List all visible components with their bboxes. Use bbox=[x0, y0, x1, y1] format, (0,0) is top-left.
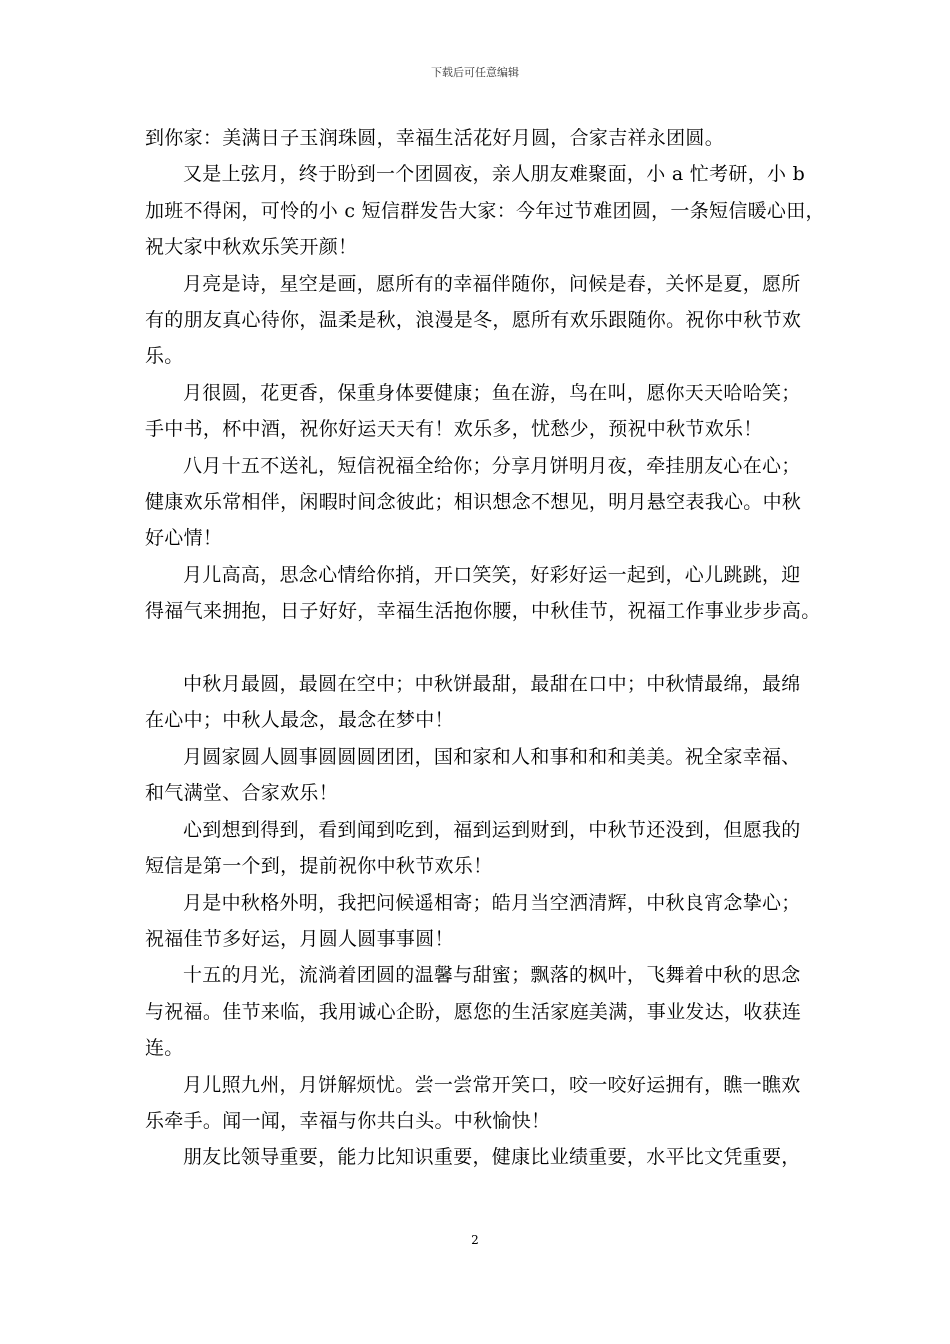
paragraph-5: 八月十五不送礼，短信祝福全给你；分享月饼明月夜，牵挂朋友心在心； 健康欢乐常相伴，闲暇时间念彼此；相识想念不想见，明月悬空表我心。中秋 好心情！ bbox=[145, 454, 802, 550]
document-body bbox=[145, 120, 825, 1176]
paragraph-9: 心到想到得到，看到闻到吃到，福到运到财到，中秋节还没到，但愿我的 短信是第一个到，提前祝你中秋节欢乐！ bbox=[145, 818, 801, 878]
page-number: 2 bbox=[471, 1233, 479, 1247]
blank-line bbox=[145, 630, 825, 666]
paragraph-4: 月很圆，花更香，保重身体要健康；鱼在游，鸟在叫，愿你天天哈哈笑； 手中书，杯中酒，祝你好运天天有！欢乐多，忧愁少，预祝中秋节欢乐！ bbox=[145, 381, 801, 441]
paragraph-13: 朋友比领导重要，能力比知识重要，健康比业绩重要，水平比文凭重要， bbox=[183, 1146, 801, 1169]
page-header: 下载后可任意编辑 bbox=[431, 66, 519, 79]
paragraph-8: 月圆家圆人圆事圆圆圆团团，国和家和人和事和和和美美。祝全家幸福、 和气满堂、合家欢乐！ bbox=[145, 745, 801, 805]
paragraph-7: 中秋月最圆，最圆在空中；中秋饼最甜，最甜在口中；中秋情最绵，最绵 在心中；中秋人最念，最念在梦中！ bbox=[145, 673, 801, 732]
paragraph-1: 到你家：美满日子玉润珠圆，幸福生活花好月圆，合家吉祥永团圆。 bbox=[145, 127, 725, 149]
paragraph-3: 月亮是诗，星空是画，愿所有的幸福伴随你，问候是春，关怀是夏，愿所 有的朋友真心待你，温柔是秋，浪漫是冬，愿所有欢乐跟随你。祝你中秋节欢 乐。 bbox=[145, 272, 802, 368]
paragraph-12: 月儿照九州，月饼解烦忧。尝一尝常开笑口，咬一咬好运拥有，瞧一瞧欢 乐牵手。闻一闻，幸福与你共白头。中秋愉快！ bbox=[145, 1073, 801, 1132]
paragraph-11: 十五的月光，流淌着团圆的温馨与甜蜜；飘落的枫叶，飞舞着中秋的思念 与祝福。佳节来临，我用诚心企盼，愿您的生活家庭美满，事业发达，收获连 连。 bbox=[145, 964, 802, 1060]
paragraph-6: 月儿高高，思念心情给你捎，开口笑笑，好彩好运一起到，心儿跳跳，迎 得福气来拥抱，日子好好，幸福生活抱你腰，中秋佳节，祝福工作事业步步高。 bbox=[145, 563, 821, 623]
paragraph-2: 又是上弦月，终于盼到一个团圆夜，亲人朋友难聚面，小 a 忙考研，小 b 加班不得闲，可怜的小 c 短信群发告大家：今年过节难团圆，一条短信暖心田， 祝大家中秋欢乐笑开颜！ bbox=[145, 163, 825, 259]
paragraph-10: 月是中秋格外明，我把问候遥相寄；皓月当空洒清辉，中秋良宵念挚心； 祝福佳节多好运，月圆人圆事事圆！ bbox=[145, 891, 801, 950]
